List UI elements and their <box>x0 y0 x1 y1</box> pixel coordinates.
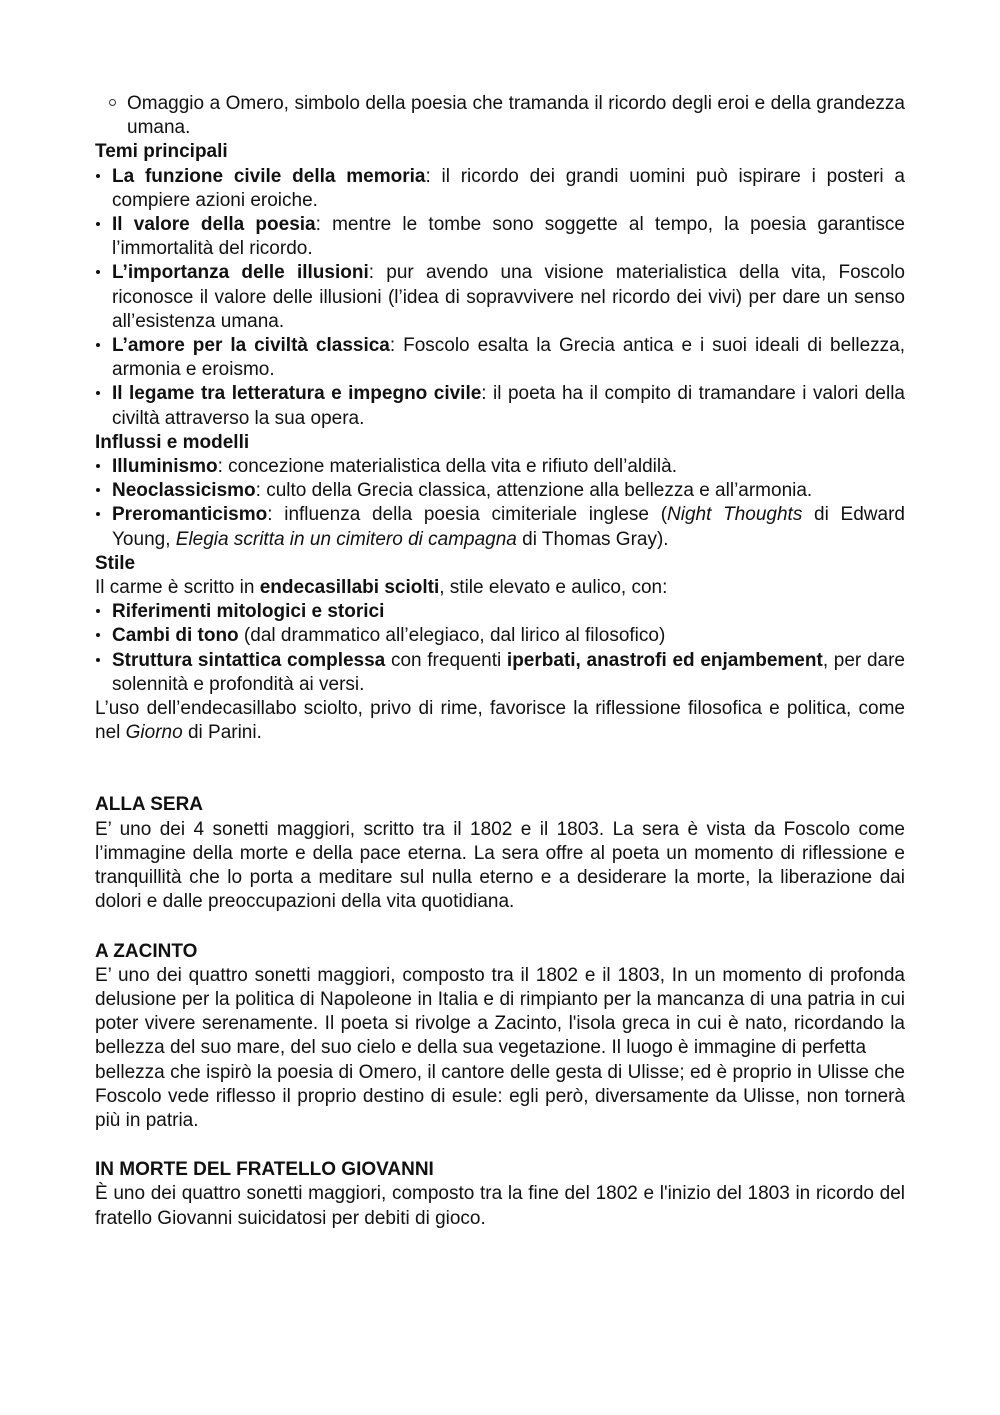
item-term: La funzione civile della memoria <box>112 165 426 187</box>
item-text: : culto della Grecia classica, attenzione alla bellezza e all’armonia. <box>255 480 813 502</box>
item-text: : pur avendo una visione materialistica della vita, Foscolo riconosce il valore delle illusioni (l’idea di sopravvivere nel ricordo dei vivi) per dare un senso all’esistenza umana. <box>112 262 905 332</box>
bullet-icon <box>96 270 100 274</box>
item-text: con frequenti <box>385 649 507 671</box>
item-term: Riferimenti mitologici e storici <box>112 601 385 623</box>
section-heading-alla-sera: ALLA SERA <box>95 794 204 816</box>
item-term: Struttura sintattica complessa <box>112 649 386 671</box>
section-heading-influssi: Influssi e modelli <box>95 431 250 453</box>
alla-sera-paragraph: E’ uno dei 4 sonetti maggiori, scritto tra il 1802 e il 1803. La sera è vista da Foscolo come l’immagine della morte e della pace eterna. La sera offre al poeta un momento di riflessione e tranquillità che lo porta a meditare sul nulla eterno e a desiderare la morte, la liberazione dai dolori e dalle preoccupazioni della vita quotidiana. <box>95 818 905 913</box>
zacinto-paragraph-1: E’ uno dei quattro sonetti maggiori, composto tra il 1802 e il 1803, In un momento di profonda delusione per la politica di Napoleone in Italia e di rimpianto per la mancanza di una patria in cui poter vivere serenamente. Il poeta si rivolge a Zacinto, l'isola greca in cui è nato, ricordando la bellezza del suo mare, del suo cielo e della sua vegetazione. Il luogo è immagine di perfetta <box>95 964 905 1059</box>
item-term: Neoclassicismo <box>112 480 256 502</box>
text-run: , stile elevato e aulico, con: <box>439 577 668 599</box>
sub-list-item <box>95 92 905 140</box>
text-run: Il carme è scritto in <box>95 577 260 599</box>
text-run: L’uso dell’endecasillabo sciolto, privo di rime, favorisce la riflessione filosofica e politica, come nel <box>95 698 905 744</box>
list-item <box>95 382 905 430</box>
text-run: di Parini. <box>182 722 262 744</box>
item-text: : influenza della poesia cimiteriale inglese ( <box>267 504 668 526</box>
list-item <box>95 165 905 213</box>
emphasis: endecasillabi sciolti <box>259 577 440 599</box>
item-text: (dal drammatico all’elegiaco, dal lirico al filosofico) <box>238 625 666 647</box>
list-item <box>95 261 905 334</box>
section-heading-zacinto: A ZACINTO <box>95 940 198 962</box>
item-text: : mentre le tombe sono soggette al tempo, la poesia garantisce l’immortalità del ricordo. <box>112 214 905 260</box>
item-text: di Thomas Gray). <box>516 528 669 550</box>
list-item <box>95 624 905 648</box>
spacer <box>95 1133 905 1158</box>
item-text: : Foscolo esalta la Grecia antica e i suoi ideali di bellezza, armonia e eroismo. <box>112 335 905 381</box>
item-term: L’amore per la civiltà classica <box>112 335 390 357</box>
stile-list <box>95 600 905 697</box>
section-heading-stile: Stile <box>95 552 136 574</box>
item-text: di Edward Young, <box>112 504 905 550</box>
bullet-icon <box>96 391 100 395</box>
item-term: Preromanticismo <box>112 504 268 526</box>
item-term: Illuminismo <box>112 456 218 478</box>
list-item <box>95 503 905 551</box>
bullet-icon <box>96 512 100 516</box>
bullet-icon <box>96 658 100 662</box>
influssi-list <box>95 455 905 552</box>
bullet-icon <box>96 488 100 492</box>
work-title: Night Thoughts <box>667 504 803 526</box>
list-item <box>95 479 905 503</box>
item-term: iperbati, anastrofi ed enjambement <box>506 649 823 671</box>
spacer <box>95 745 905 793</box>
stile-closing <box>95 697 905 745</box>
list-item <box>95 213 905 261</box>
item-text: : il ricordo dei grandi uomini può ispirare i posteri a compiere azioni eroiche. <box>112 165 906 211</box>
fratello-paragraph: È uno dei quattro sonetti maggiori, composto tra la fine del 1802 e l'inizio del 1803 in ricordo del fratello Giovanni suicidatosi per debiti di gioco. <box>95 1183 905 1229</box>
hollow-bullet-icon <box>109 99 116 106</box>
item-text: : concezione materialistica della vita e rifiuto dell’aldilà. <box>217 456 677 478</box>
bullet-icon <box>96 609 100 613</box>
list-item <box>95 334 905 382</box>
work-title: Elegia scritta in un cimitero di campagna <box>175 528 517 550</box>
list-item <box>95 600 905 624</box>
item-term: Il valore della poesia <box>112 214 316 236</box>
temi-list <box>95 165 905 431</box>
section-heading-fratello: IN MORTE DEL FRATELLO GIOVANNI <box>95 1159 434 1181</box>
bullet-icon <box>96 633 100 637</box>
stile-intro <box>95 576 905 600</box>
zacinto-paragraph-2: bellezza che ispirò la poesia di Omero, il cantore delle gesta di Ulisse; ed è proprio in Ulisse che Foscolo vede riflesso il proprio destino di esule: egli però, diversamente da Ulisse, non tornerà più in patria. <box>95 1061 905 1131</box>
bullet-icon <box>96 174 100 178</box>
list-item <box>95 649 905 697</box>
item-text: , per dare solennità e profondità ai versi. <box>112 649 905 695</box>
spacer <box>95 915 905 940</box>
item-term: Il legame tra letteratura e impegno civile <box>112 383 482 405</box>
item-term: L’importanza delle illusioni <box>112 262 369 284</box>
sub-list-item-text: Omaggio a Omero, simbolo della poesia che tramanda il ricordo degli eroi e della grandezza umana. <box>127 93 905 139</box>
work-title: Giorno <box>125 722 183 744</box>
bullet-icon <box>96 343 100 347</box>
item-term: Cambi di tono <box>112 625 239 647</box>
bullet-icon <box>96 222 100 226</box>
bullet-icon <box>96 464 100 468</box>
item-text: : il poeta ha il compito di tramandare i valori della civiltà attraverso la sua opera. <box>112 383 905 429</box>
list-item <box>95 455 905 479</box>
section-heading-temi: Temi principali <box>95 141 228 163</box>
